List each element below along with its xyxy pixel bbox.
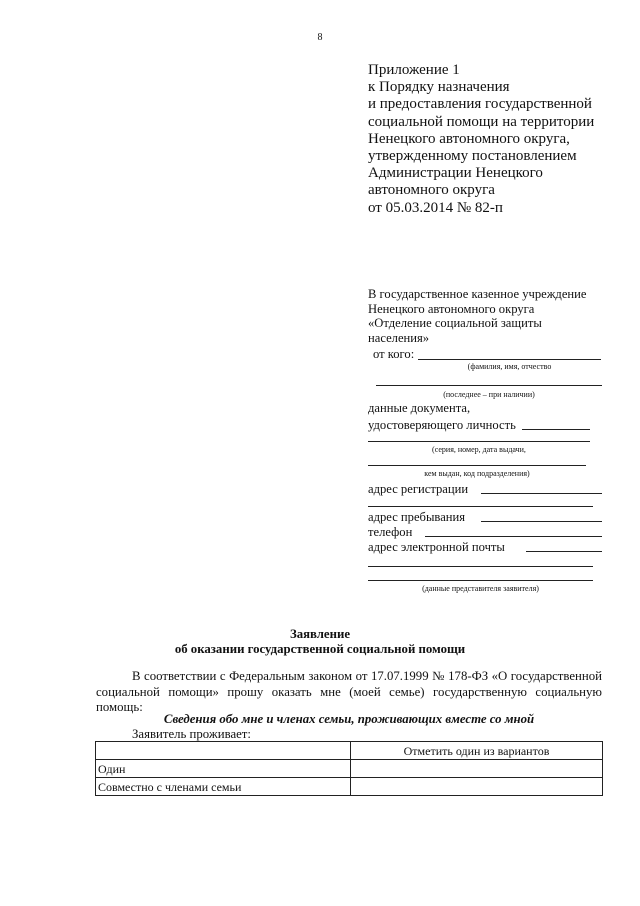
living-arrangement-table: [95, 741, 603, 796]
statement-title: Заявление: [289, 627, 351, 641]
table-row: [96, 778, 603, 796]
representative-input[interactable]: [368, 566, 593, 567]
option-cell: Совместно с членами семьи: [96, 778, 351, 796]
header-option-cell: [96, 742, 351, 760]
stay-address-input[interactable]: [481, 521, 602, 522]
patronymic-caption: (последнее – при наличии): [443, 390, 535, 399]
identity-doc-input-2[interactable]: [368, 441, 590, 442]
appendix-line: и предоставления государственной: [368, 96, 592, 113]
appendix-line: Приложение 1: [368, 62, 460, 78]
identity-doc-input-3[interactable]: [368, 465, 586, 466]
phone-input[interactable]: [425, 536, 602, 537]
doc-label-2: удостоверяющего личность: [368, 418, 516, 432]
from-name-input[interactable]: [418, 359, 601, 360]
representative-input-2[interactable]: [368, 580, 593, 581]
appendix-line: автономного округа: [368, 182, 495, 199]
doc-label-1: данные документа,: [368, 401, 471, 415]
statement-paragraph: [96, 669, 602, 716]
table-row: [96, 760, 603, 778]
table-header-row: [96, 742, 603, 760]
phone-label: телефон: [368, 525, 413, 539]
appendix-line: утвержденному постановлением: [368, 148, 577, 165]
page-number: 8: [317, 32, 323, 43]
email-label: адрес электронной почты: [368, 540, 505, 554]
identity-doc-input[interactable]: [522, 429, 590, 430]
option-cell: Один: [96, 760, 351, 778]
appendix-line: к Порядку назначения: [368, 79, 510, 96]
from-label: от кого:: [373, 347, 415, 361]
appendix-header: [368, 62, 618, 217]
email-input[interactable]: [526, 551, 602, 552]
appendix-line: Ненецкого автономного округа,: [368, 130, 570, 147]
addressee-block: [368, 287, 618, 345]
stay-address-label: адрес пребывания: [368, 510, 466, 524]
series-caption: (серия, номер, дата выдачи,: [432, 445, 526, 454]
representative-caption: (данные представителя заявителя): [422, 584, 539, 593]
fio-caption: (фамилия, имя, отчество: [467, 362, 552, 371]
addressee-line: В государственное казенное учреждение: [368, 287, 587, 301]
mark-cell-alone[interactable]: [351, 760, 603, 778]
addressee-line: Ненецкого автономного округа: [368, 301, 535, 316]
statement-paragraph-text: В соответствии с Федеральным законом от 17.07.1999 № 178-ФЗ «О государственной социальной помощи» прошу оказать мне (моей семье) государственную социальную помощь:: [96, 669, 602, 714]
header-mark-cell: Отметить один из вариантов: [351, 742, 603, 760]
addressee-line: «Отделение социальной защиты: [368, 316, 542, 331]
from-name-input-2[interactable]: [376, 385, 602, 386]
issued-caption: кем выдан, код подразделения): [424, 469, 530, 478]
appendix-line: от 05.03.2014 № 82-п: [368, 199, 503, 216]
lives-label: Заявитель проживает:: [132, 727, 251, 741]
appendix-line: социальной помощи на территории: [368, 113, 595, 130]
appendix-line: Администрации Ненецкого: [368, 165, 543, 182]
statement-subtitle: об оказании государственной социальной помощи: [174, 642, 466, 656]
reg-address-label: адрес регистрации: [368, 482, 469, 496]
reg-address-input[interactable]: [481, 493, 602, 494]
addressee-line: населения»: [368, 330, 430, 345]
mark-cell-with-family[interactable]: [351, 778, 603, 796]
section-title: Сведения обо мне и членах семьи, проживающих вместе со мной: [163, 712, 535, 726]
reg-address-input-2[interactable]: [368, 506, 593, 507]
